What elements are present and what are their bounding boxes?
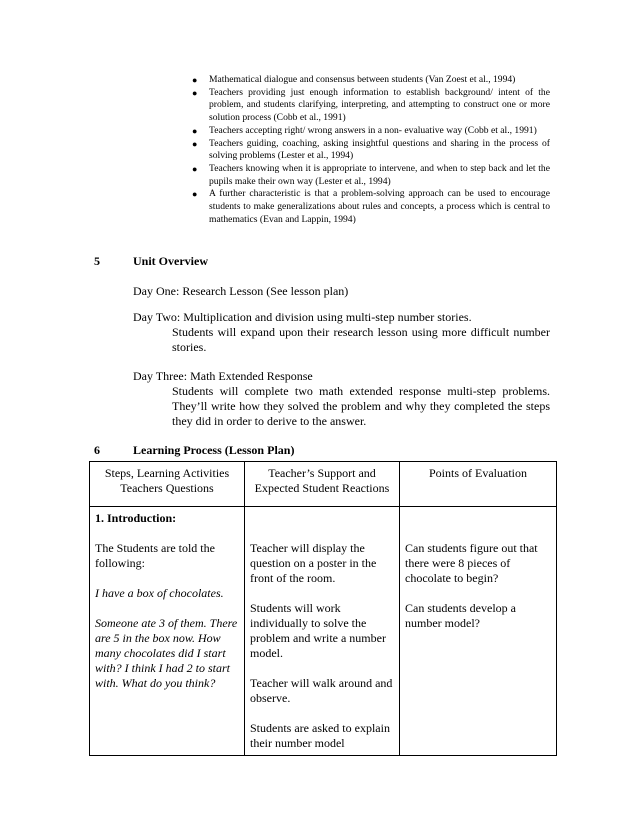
bullet-dot-icon: ● — [192, 125, 198, 136]
teacher-display-text: Teacher will display the question on a poster in the front of the room. — [250, 541, 377, 585]
day-three-detail: Students will complete two math extended response multi-step problems. They’ll write how they solved the problem and why they completed the steps they did in order to derive to the answer. — [172, 384, 550, 428]
section-5-title: Unit Overview — [133, 254, 208, 268]
day-two-detail: Students will expand upon their research lesson using more difficult number stories. — [172, 325, 550, 354]
header-teacher-support: Teacher’s Support and Expected Student Reactions — [245, 462, 400, 507]
number-story-text: Someone ate 3 of them. There are 5 in the box now. How many chocolates did I start with? I think I had 2 to start with. What do you think? — [95, 616, 238, 690]
bullet-text: Teachers accepting right/ wrong answers in a non- evaluative way (Cobb et al., 1991) — [209, 124, 537, 136]
table-header-row — [90, 462, 557, 507]
bullet-item — [190, 87, 550, 125]
bullet-dot-icon: ● — [192, 189, 198, 200]
box-of-chocolates-text: I have a box of chocolates. — [95, 586, 224, 600]
lesson-plan-table — [89, 461, 557, 756]
teacher-support-cell — [245, 507, 400, 756]
table-row — [90, 507, 557, 756]
day-two-text: Day Two: Multiplication and division using multi-step number stories. — [133, 310, 472, 324]
bullet-item — [190, 163, 550, 188]
bullet-dot-icon: ● — [192, 87, 198, 98]
teacher-walk-text: Teacher will walk around and observe. — [250, 676, 393, 705]
students-explain-text: Students are asked to explain their number model — [250, 721, 390, 750]
bullet-dot-icon: ● — [192, 75, 198, 85]
steps-cell — [90, 507, 245, 756]
header-evaluation: Points of Evaluation — [400, 462, 557, 507]
bullet-list — [190, 74, 550, 226]
bullet-item — [190, 138, 550, 163]
bullet-item — [190, 74, 550, 87]
day-three-text: Day Three: Math Extended Response — [133, 369, 313, 383]
section-6-number: 6 — [94, 443, 100, 457]
bullet-item — [190, 125, 550, 138]
bullet-text: Mathematical dialogue and consensus between students (Van Zoest et al., 1994) — [209, 74, 516, 85]
section-6-title: Learning Process (Lesson Plan) — [133, 443, 295, 457]
section-5-number: 5 — [94, 254, 100, 268]
bullet-text: Teachers guiding, coaching, asking insightful questions and sharing in the process of solving problems (Lester et al., 1994) — [209, 137, 550, 162]
bullet-dot-icon: ● — [192, 163, 198, 174]
evaluation-develop-text: Can students develop a number model? — [405, 601, 516, 630]
students-work-text: Students will work individually to solve the problem and write a number model. — [250, 601, 386, 660]
bullet-text: A further characteristic is that a problem-solving approach can be used to encourage students to make generalizations about rules and concepts, a process which is central to mathematics (Evan and Lappin, 1994) — [209, 188, 550, 225]
header-steps: Steps, Learning Activities Teachers Questions — [90, 462, 245, 507]
evaluation-figure-text: Can students figure out that there were 8 pieces of chocolate to begin? — [405, 541, 538, 585]
bullet-dot-icon: ● — [192, 138, 198, 149]
bullet-text: Teachers providing just enough information to establish background/ intent of the problem, and students clarifying, interpreting, and attempting to construct one or more solution process (Cobb et al., 1991) — [209, 86, 550, 124]
bullet-item — [190, 188, 550, 226]
bullet-text: Teachers knowing when it is appropriate to intervene, and when to step back and let the pupils make their own way (Lester et al., 1994) — [209, 162, 550, 187]
day-one-text: Day One: Research Lesson (See lesson plan) — [133, 284, 349, 298]
students-told-text: The Students are told the following: — [95, 541, 215, 570]
evaluation-cell — [400, 507, 557, 756]
introduction-label: 1. Introduction: — [95, 511, 177, 525]
